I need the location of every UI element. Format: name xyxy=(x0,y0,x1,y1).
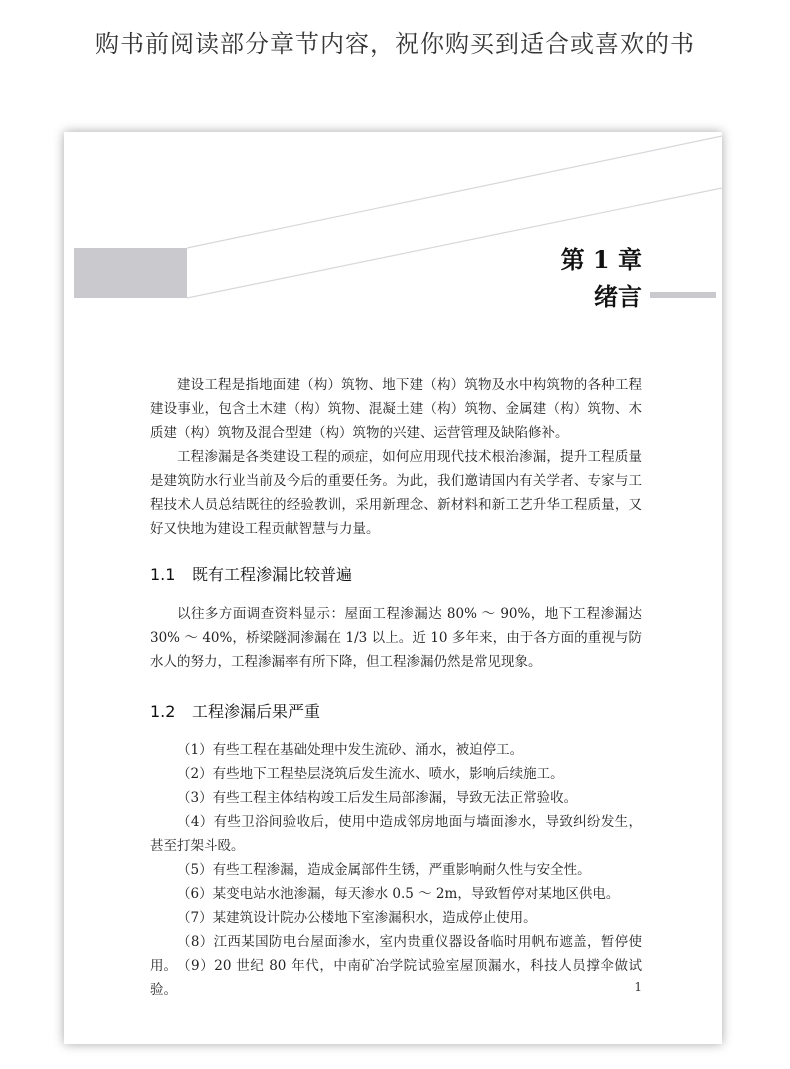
chapter-title: 绪言 xyxy=(594,282,642,311)
list-item: （6）某变电站水池渗漏，每天渗水 0.5 ～ 2m，导致暂停对某地区供电。 xyxy=(177,886,620,902)
list-item: （3）有些工程主体结构竣工后发生局部渗漏，导致无法正常验收。 xyxy=(177,790,578,806)
list-item: （9）20 世纪 80 年代，中南矿冶学院试验室屋顶漏水，科技人员撑伞做试验。 xyxy=(150,958,642,998)
list-item: （7）某建筑设计院办公楼地下室渗漏积水，造成停止使用。 xyxy=(177,910,537,926)
section-title: 工程渗漏后果严重 xyxy=(192,702,321,721)
list-item: （8）江西某国防电台屋面渗水，室内贵重仪器设备临时用帆布遮盖，暂停使用。 xyxy=(150,934,642,974)
list-item: （2）有些地下工程垫层浇筑后发生流水、喷水，影响后续施工。 xyxy=(177,766,564,782)
book-page xyxy=(64,132,722,1044)
section-number: 1.1 xyxy=(150,565,176,584)
chapter-number: 第 1 章 xyxy=(560,245,642,274)
section-heading-1-1 xyxy=(150,562,352,585)
section-number: 1.2 xyxy=(150,702,176,721)
page-number: 1 xyxy=(634,980,642,994)
list-item: （5）有些工程渗漏，造成金属部件生锈，严重影响耐久性与安全性。 xyxy=(177,862,591,878)
list-item: （1）有些工程在基础处理中发生流砂、涌水，被迫停工。 xyxy=(177,742,524,758)
preview-banner: 购书前阅读部分章节内容，祝你购买到适合或喜欢的书 xyxy=(95,30,695,58)
section-1-1-paragraph: 以往多方面调查资料显示：屋面工程渗漏达 80% ～ 90%，地下工程渗漏达 30% ～ 40%，桥梁隧洞渗漏在 1/3 以上。近 10 多年来，由于各方面的重视与防水人的努力，工程渗漏率有所下降，但工程渗漏仍然是常见现象。 xyxy=(150,606,642,670)
list-item: （4）有些卫浴间验收后，使用中造成邻房地面与墙面渗水，导致纠纷发生，甚至打架斗殴。 xyxy=(150,814,642,854)
chapter-title-bar xyxy=(650,292,716,298)
intro-paragraph-2: 工程渗漏是各类建设工程的顽症，如何应用现代技术根治渗漏，提升工程质量是建筑防水行业当前及今后的重要任务。为此，我们邀请国内有关学者、专家与工程技术人员总结既往的经验教训，采用新理念、新材料和新工艺升华工程质量，又好又快地为建设工程贡献智慧与力量。 xyxy=(150,449,642,537)
section-heading-1-2 xyxy=(150,699,320,722)
chapter-gray-block xyxy=(74,248,187,298)
intro-paragraph-1: 建设工程是指地面建（构）筑物、地下建（构）筑物及水中构筑物的各种工程建设事业，包含土木建（构）筑物、混凝土建（构）筑物、金属建（构）筑物、木质建（构）筑物及混合型建（构）筑物的兴建、运营管理及缺陷修补。 xyxy=(150,377,642,441)
decor-line-1 xyxy=(187,136,722,248)
section-title: 既有工程渗漏比较普遍 xyxy=(192,565,353,584)
